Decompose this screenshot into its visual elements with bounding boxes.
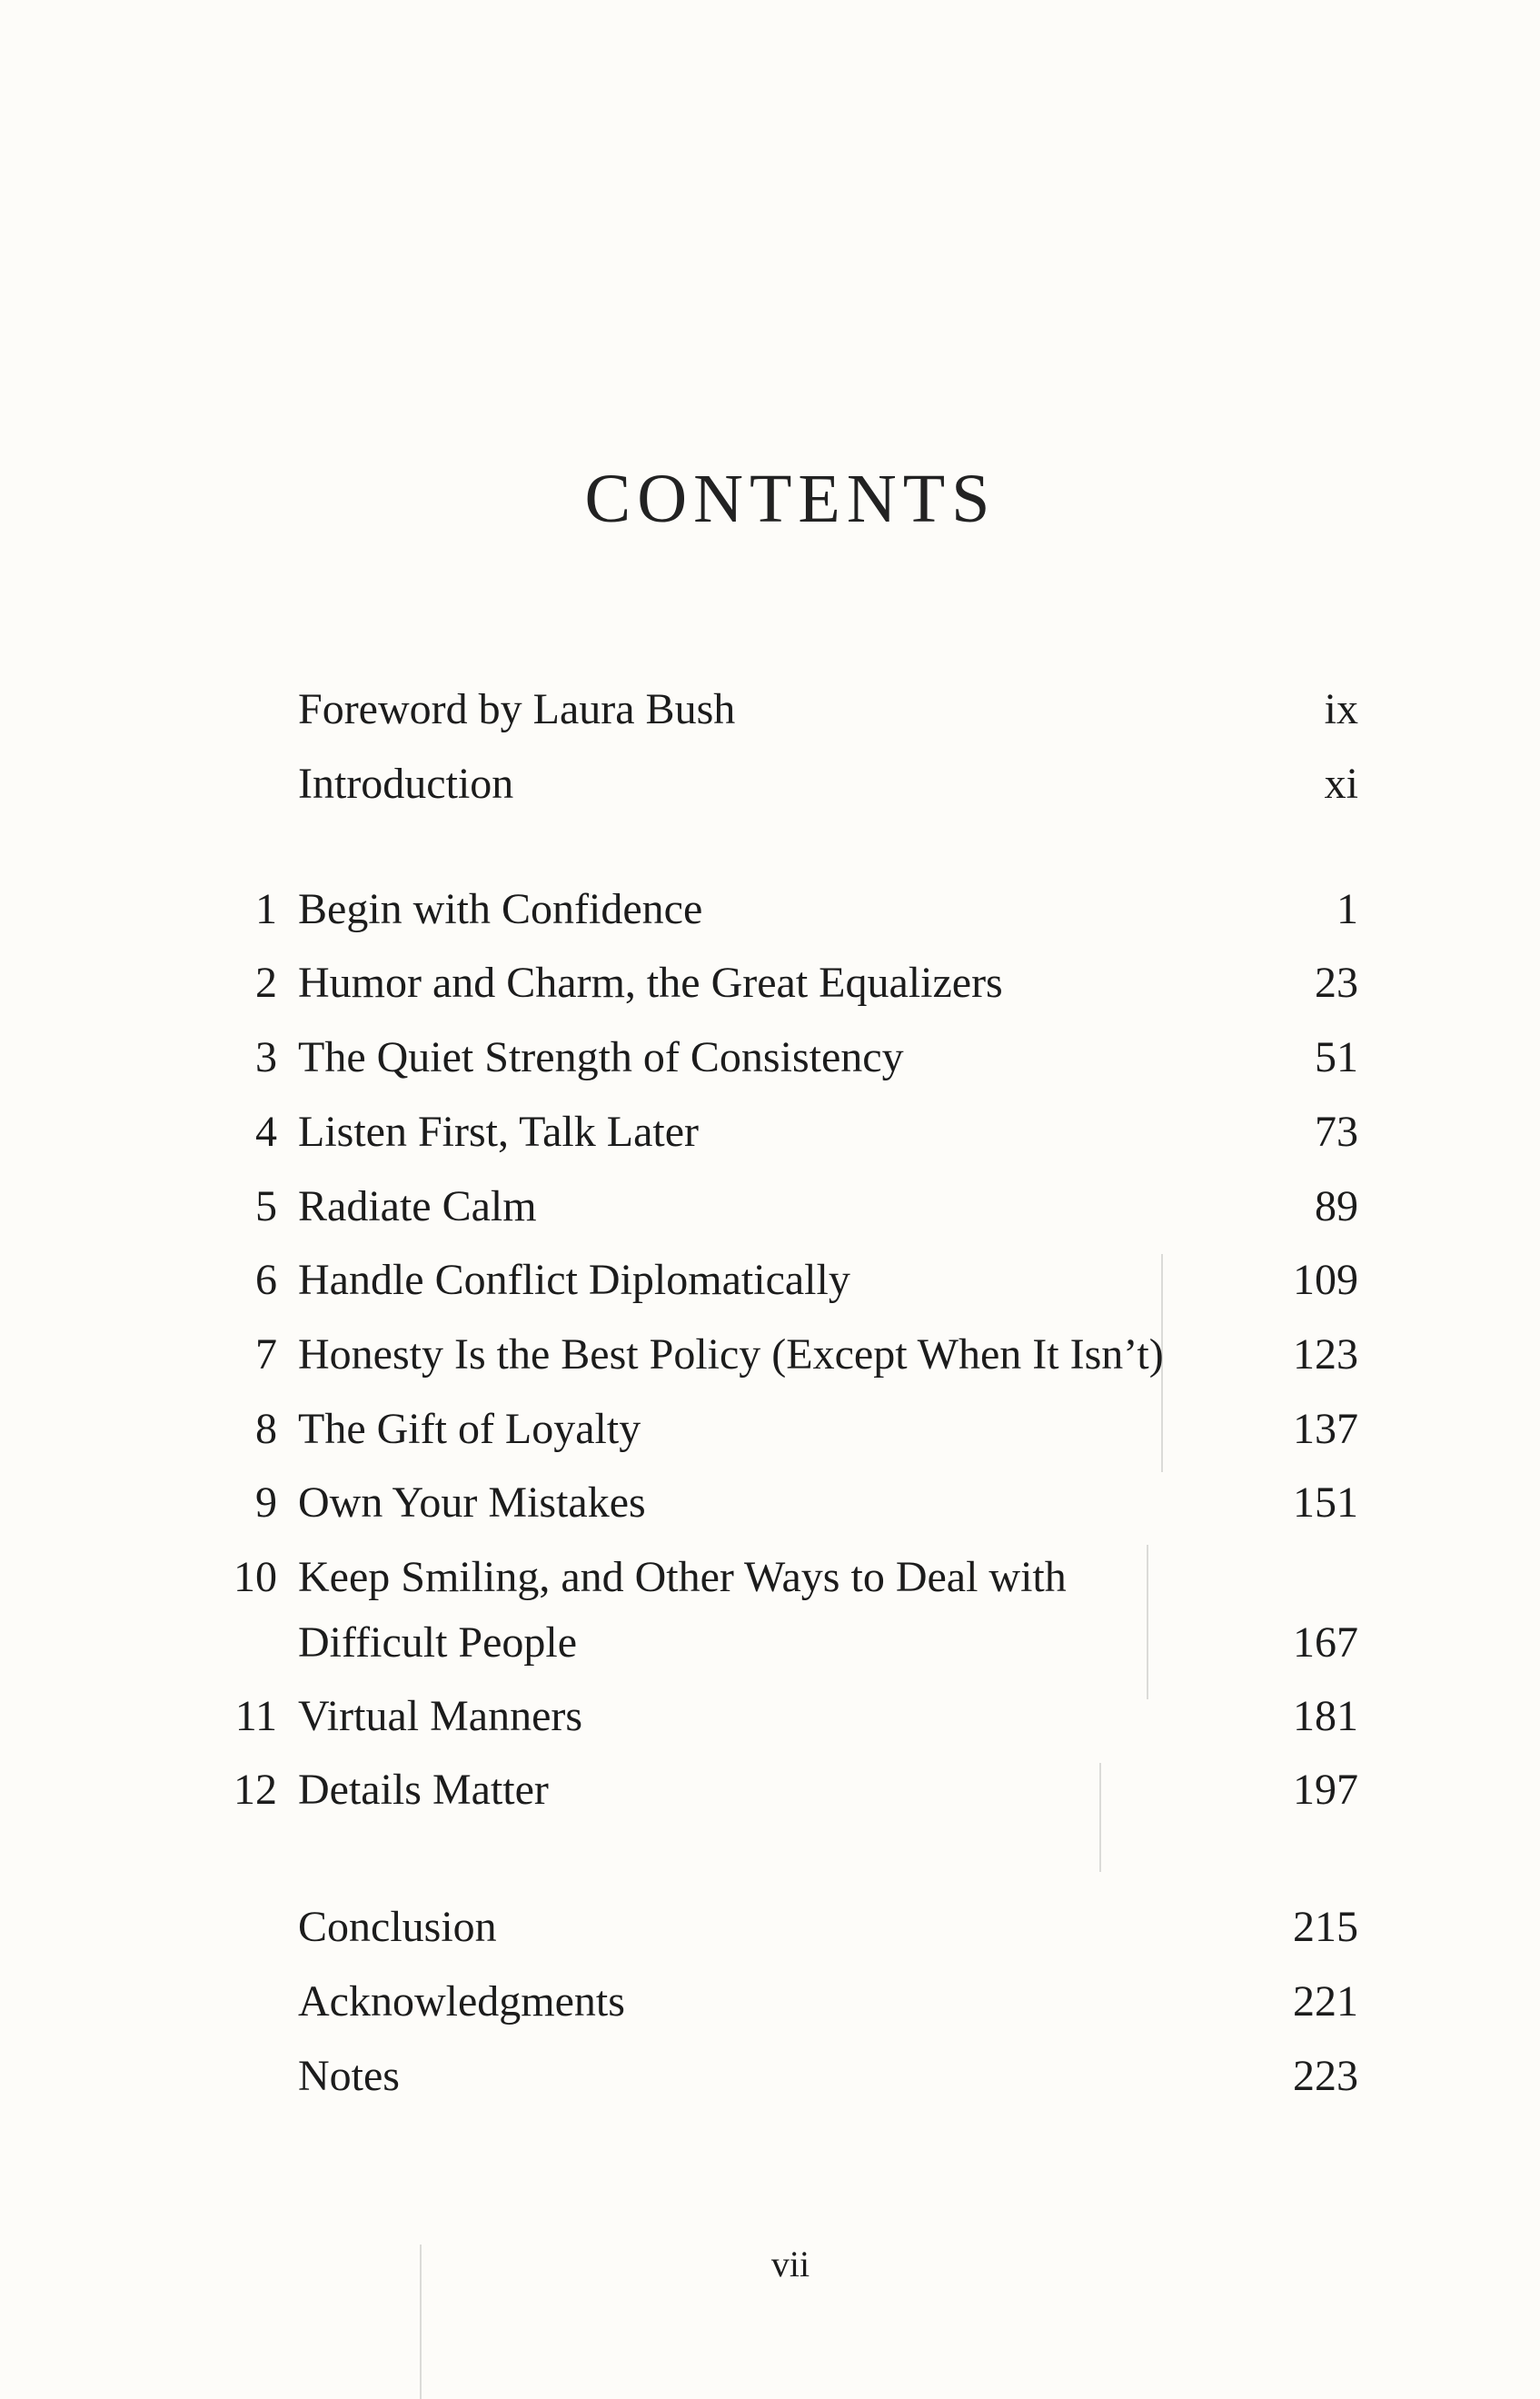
chapter-number: 7 [255, 1330, 277, 1379]
toc-entry-title: Conclusion [298, 1903, 497, 1951]
chapter-title: Honesty Is the Best Policy (Except When It Isn’t) [298, 1330, 1164, 1379]
toc-chapter-11 [0, 1679, 1540, 1754]
chapter-page: 167 [1293, 1618, 1358, 1667]
toc-entry-title: Notes [298, 2052, 400, 2100]
toc-entry-page: 221 [1293, 1977, 1358, 2026]
chapter-title-line-1: Keep Smiling, and Other Ways to Deal with [298, 1553, 1067, 1601]
chapter-title: Begin with Confidence [298, 885, 703, 933]
chapter-page: 197 [1293, 1766, 1358, 1814]
chapter-title-line-2: Difficult People [298, 1618, 578, 1667]
chapter-title: Radiate Calm [298, 1182, 537, 1230]
toc-chapter-10 [0, 1540, 1540, 1689]
toc-chapter-7 [0, 1318, 1540, 1392]
toc-entry-title: Acknowledgments [298, 1977, 625, 2026]
toc-entry-page: ix [1324, 685, 1358, 733]
chapter-title: The Quiet Strength of Consistency [298, 1033, 904, 1081]
chapter-page: 109 [1293, 1256, 1358, 1304]
toc-entry-foreword [0, 672, 1540, 747]
toc-chapter-12 [0, 1753, 1540, 1827]
toc-chapter-3 [0, 1020, 1540, 1095]
toc-entry-page: xi [1324, 760, 1358, 808]
chapter-page: 73 [1315, 1108, 1358, 1156]
toc-entry-notes [0, 2039, 1540, 2114]
chapter-title: Humor and Charm, the Great Equalizers [298, 959, 1003, 1007]
chapter-title: Own Your Mistakes [298, 1478, 646, 1527]
chapter-page: 123 [1293, 1330, 1358, 1379]
chapter-title: Virtual Manners [298, 1692, 583, 1740]
chapter-number: 11 [234, 1692, 277, 1740]
chapter-page: 151 [1293, 1478, 1358, 1527]
chapter-number: 2 [255, 959, 277, 1007]
toc-chapter-9 [0, 1466, 1540, 1540]
chapter-title: Listen First, Talk Later [298, 1108, 699, 1156]
chapter-number: 6 [255, 1256, 277, 1304]
chapter-title: The Gift of Loyalty [298, 1405, 641, 1453]
chapter-number: 8 [255, 1405, 277, 1453]
chapter-number: 12 [233, 1766, 277, 1814]
chapter-number: 10 [233, 1553, 277, 1601]
toc-entry-title: Foreword by Laura Bush [298, 685, 736, 733]
toc-entry-page: 223 [1293, 2052, 1358, 2100]
chapter-number: 5 [255, 1182, 277, 1230]
chapter-number: 3 [255, 1033, 277, 1081]
toc-entry-acknowledgments [0, 1965, 1540, 2039]
chapter-page: 137 [1293, 1405, 1358, 1453]
chapter-title: Handle Conflict Diplomatically [298, 1256, 850, 1304]
chapter-number: 4 [255, 1108, 277, 1156]
chapter-title: Details Matter [298, 1766, 549, 1814]
chapter-page: 23 [1315, 959, 1358, 1007]
toc-entry-introduction [0, 747, 1540, 821]
chapter-page: 1 [1336, 885, 1358, 933]
chapter-number: 9 [255, 1478, 277, 1527]
toc-chapter-4 [0, 1095, 1540, 1170]
toc-chapter-2 [0, 946, 1540, 1020]
toc-entry-conclusion [0, 1890, 1540, 1965]
toc-chapter-1 [0, 872, 1540, 947]
chapter-number: 1 [255, 885, 277, 933]
toc-entry-title: Introduction [298, 760, 514, 808]
toc-entry-page: 215 [1293, 1903, 1358, 1951]
chapter-page: 89 [1315, 1182, 1358, 1230]
toc-chapter-5 [0, 1170, 1540, 1244]
toc-chapter-8 [0, 1392, 1540, 1467]
page-title: CONTENTS [584, 460, 997, 537]
page-number: vii [770, 2244, 810, 2285]
chapter-page: 51 [1315, 1033, 1358, 1081]
toc-chapter-6 [0, 1243, 1540, 1318]
chapter-page: 181 [1293, 1692, 1358, 1740]
